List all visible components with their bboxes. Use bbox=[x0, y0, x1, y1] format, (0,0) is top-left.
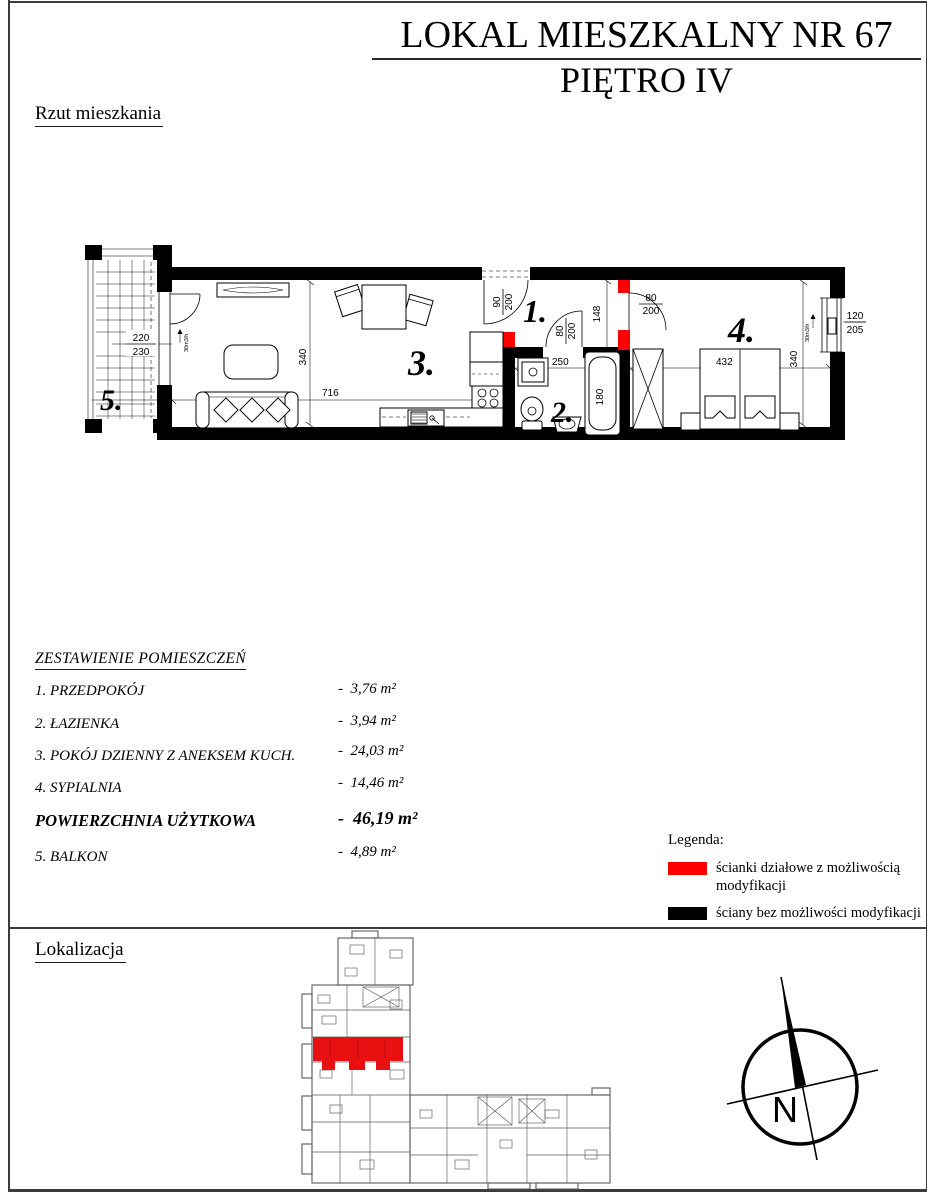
header bbox=[372, 14, 921, 101]
dining-table-set bbox=[335, 285, 433, 329]
kitchen-annex bbox=[380, 332, 503, 427]
room-row-area: - 3,76 m² bbox=[338, 681, 396, 697]
legend-item-label: ścianki działowe z możliwością modyfikacji bbox=[716, 860, 901, 895]
svg-text:205: 205 bbox=[846, 325, 864, 336]
balcony-number: 5. bbox=[100, 384, 123, 417]
svg-text:200: 200 bbox=[504, 293, 515, 311]
bedroom-number: 4. bbox=[728, 310, 755, 350]
svg-text:90: 90 bbox=[492, 296, 503, 308]
location-section-label: Lokalizacja bbox=[35, 939, 126, 963]
page-title: LOKAL MIESZKALNY NR 67 bbox=[372, 14, 921, 60]
room-row-area: - 24,03 m² bbox=[338, 743, 404, 759]
svg-text:220: 220 bbox=[132, 333, 150, 344]
bath-width-dim: 250 bbox=[552, 357, 569, 368]
floor-plan-drawing bbox=[70, 238, 880, 466]
hallway-number: 1. bbox=[523, 293, 547, 329]
window-size bbox=[845, 311, 866, 336]
total-area-name: POWIERZCHNIA UŻYTKOWA bbox=[35, 811, 257, 830]
balcony-row-name: 5. BALKON bbox=[35, 849, 108, 865]
balcony-row-area: - 4,89 m² bbox=[338, 844, 396, 860]
hallway bbox=[523, 293, 603, 329]
legend-item bbox=[668, 859, 928, 895]
svg-text:80: 80 bbox=[555, 325, 566, 337]
room-row-name: 4. SYPIALNIA bbox=[35, 780, 122, 796]
room-row-name: 3. POKÓJ DZIENNY Z ANEKSEM KUCH. bbox=[35, 748, 296, 764]
structural-wall-swatch bbox=[668, 907, 707, 920]
svg-text:120: 120 bbox=[846, 311, 864, 322]
living-room-number: 3. bbox=[408, 343, 435, 383]
bedroom-depth-dim: 340 bbox=[789, 350, 800, 368]
hall-length-dim: 148 bbox=[592, 305, 603, 323]
page-border-top bbox=[8, 1, 927, 3]
rooms-table-title: ZESTAWIENIE POMIESZCZEŃ bbox=[35, 650, 246, 670]
site-plan bbox=[280, 930, 625, 1190]
svg-text:200: 200 bbox=[567, 322, 578, 340]
bedroom-door bbox=[629, 293, 666, 330]
radiator bbox=[217, 283, 289, 297]
svg-text:180: 180 bbox=[595, 388, 606, 406]
balcony-door bbox=[159, 292, 200, 385]
fridge bbox=[470, 332, 503, 362]
coffee-table bbox=[224, 345, 278, 379]
north-label: N bbox=[772, 1089, 798, 1130]
svg-text:200: 200 bbox=[642, 306, 660, 317]
wardrobe bbox=[633, 349, 663, 429]
kitchen-sink bbox=[408, 410, 444, 426]
bathroom-number: 2. bbox=[551, 396, 574, 429]
window bbox=[805, 298, 866, 352]
double-bed bbox=[681, 349, 799, 430]
legend bbox=[668, 832, 928, 931]
legend-item-label: ściany bez możliwości modyfikacji bbox=[716, 905, 921, 922]
page-subtitle: PIĘTRO IV bbox=[560, 59, 733, 100]
svg-text:80: 80 bbox=[645, 293, 657, 304]
page-border-right bbox=[926, 1, 928, 1191]
washing-machine bbox=[518, 358, 548, 386]
bedroom bbox=[633, 310, 800, 430]
svg-text:30m3/h: 30m3/h bbox=[184, 333, 190, 352]
legend-item bbox=[668, 904, 928, 922]
room-row-name: 2. ŁAZIENKA bbox=[35, 716, 120, 732]
north-arrow-compass bbox=[700, 955, 915, 1195]
svg-text:230: 230 bbox=[132, 347, 150, 358]
partition-wall-swatch bbox=[668, 862, 707, 875]
page-border-left bbox=[8, 0, 10, 1192]
bathroom bbox=[518, 352, 620, 435]
vent-marker-window bbox=[805, 314, 816, 342]
total-area-value: - 46,19 m² bbox=[338, 808, 418, 828]
toilet bbox=[521, 397, 543, 430]
room-row-name: 1. PRZEDPOKÓJ bbox=[35, 683, 145, 699]
bedroom-width-dim: 432 bbox=[716, 357, 733, 368]
living-width-dim: 716 bbox=[322, 388, 339, 399]
plan-section-label: Rzut mieszkania bbox=[35, 103, 163, 127]
room-row-area: - 3,94 m² bbox=[338, 713, 396, 729]
legend-title: Legenda: bbox=[668, 832, 724, 848]
balcony-door-size bbox=[126, 330, 158, 358]
room-row-area: - 14,46 m² bbox=[338, 775, 404, 791]
bathtub bbox=[585, 352, 620, 435]
highlighted-unit-67 bbox=[313, 1037, 403, 1070]
living-depth-dim: 340 bbox=[298, 348, 309, 366]
vent-marker-balcony bbox=[178, 329, 191, 352]
bathroom-door bbox=[546, 311, 582, 347]
living-room bbox=[196, 283, 435, 428]
svg-text:30m3/h: 30m3/h bbox=[805, 323, 811, 342]
sofa bbox=[196, 392, 298, 428]
stove bbox=[472, 386, 503, 408]
